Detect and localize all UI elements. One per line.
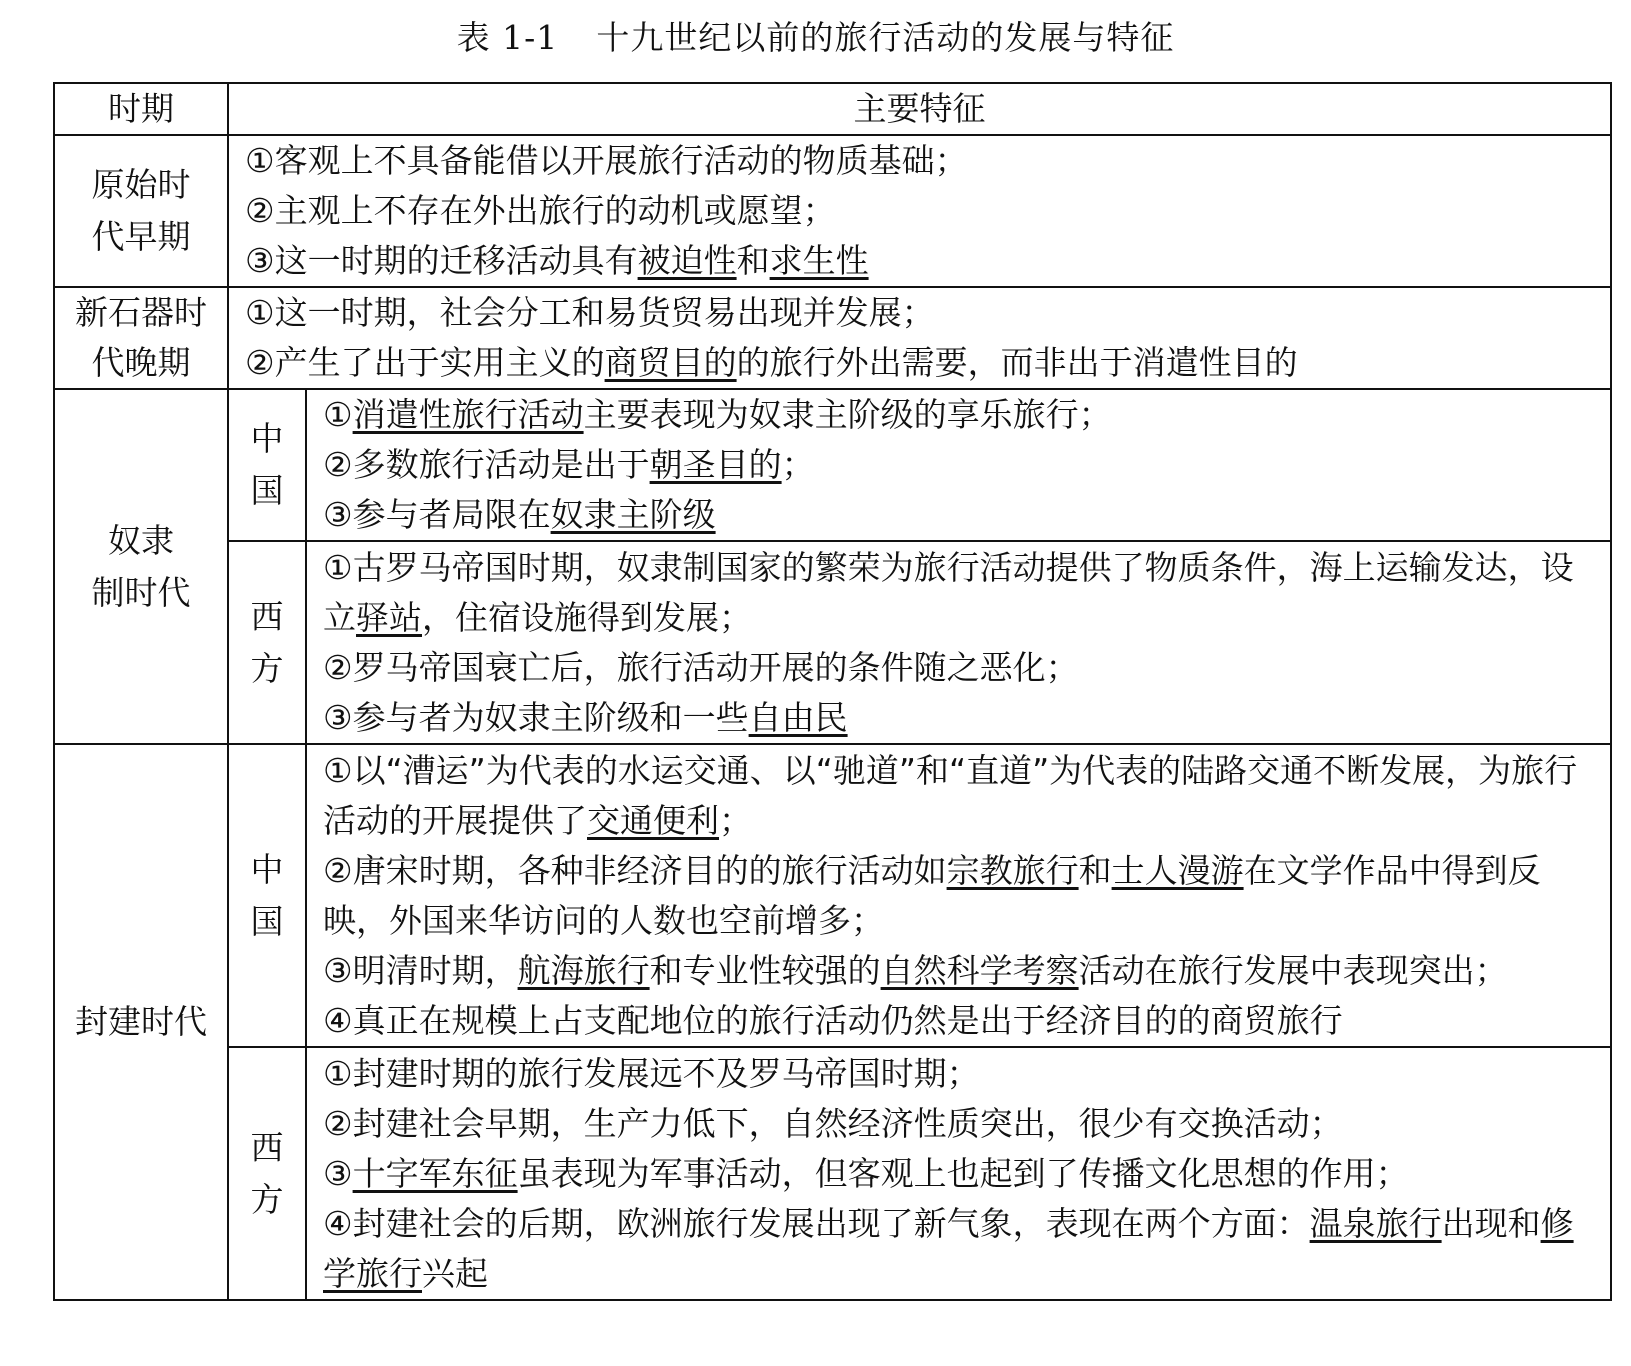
region-line1: 中 xyxy=(250,849,284,889)
features-primitive xyxy=(228,135,1611,287)
feature-item xyxy=(323,693,1598,743)
caption-number: 表 1-1 xyxy=(456,18,559,57)
region-slavery-west xyxy=(228,541,306,744)
underlined-term: 求生性 xyxy=(769,241,869,280)
feature-text: 虽表现为军事活动，但客观上也起到了传播文化思想的作用； xyxy=(517,1153,1409,1193)
feature-item: ①这一时期，社会分工和易货贸易出现并发展； xyxy=(245,293,935,332)
feature-item: ②主观上不存在外出旅行的动机或愿望； xyxy=(245,191,836,230)
caption-title: 十九世纪以前的旅行活动的发展与特征 xyxy=(596,18,1175,57)
features-table xyxy=(53,82,1612,1301)
period-slavery-line1: 奴隶 xyxy=(108,520,174,560)
feature-text: ④封建社会的后期，欧洲旅行发展出现了新气象，表现在两个方面： xyxy=(323,1203,1310,1243)
table-caption xyxy=(0,14,1631,62)
underlined-term: 温泉旅行 xyxy=(1309,1203,1442,1243)
underlined-term: 朝圣目的 xyxy=(649,445,782,484)
feature-text: ③这一时期的迁移活动具有 xyxy=(245,241,638,280)
underlined-term: 奴隶主阶级 xyxy=(550,495,716,534)
features-slavery-west xyxy=(306,541,1611,744)
feature-item: ①客观上不具备能借以开展旅行活动的物质基础； xyxy=(245,141,968,180)
underlined-term: 宗教旅行 xyxy=(946,850,1079,890)
region-line1: 西 xyxy=(250,596,284,636)
feature-item xyxy=(245,236,1598,286)
table-row-primitive xyxy=(54,135,1611,287)
underlined-term: 交通便利 xyxy=(587,800,719,840)
feature-item xyxy=(323,1149,1598,1199)
feature-text: ③参与者局限在 xyxy=(323,495,551,534)
feature-item xyxy=(323,1199,1598,1299)
feature-text: ②多数旅行活动是出于 xyxy=(323,445,650,484)
period-neolithic-line2: 代晚期 xyxy=(91,343,191,382)
table-row-feudal-west xyxy=(54,1047,1611,1300)
feature-text: 的旅行外出需要，而非出于消遣性目的 xyxy=(736,343,1298,382)
feature-text: ③ xyxy=(323,1153,353,1193)
feature-text: 和专业性较强的 xyxy=(649,950,881,990)
feature-text: ； xyxy=(719,800,752,840)
table-row-feudal-china xyxy=(54,744,1611,1047)
feature-text: ①古罗马帝国时期，奴隶制国家的繁荣为旅行活动提供了物质条件，海上运输发达，设立 xyxy=(323,547,1574,637)
period-primitive-line1: 原始时 xyxy=(91,165,191,204)
period-primitive xyxy=(54,135,228,287)
feature-item xyxy=(323,440,1598,490)
feature-text: ③参与者为奴隶主阶级和一些 xyxy=(323,697,749,737)
underlined-term: 自然科学考察 xyxy=(880,950,1079,990)
feature-text: ①以“漕运”为代表的水运交通、以“驰道”和“直道”为代表的陆路交通不断发展，为旅行活动的开展提供了 xyxy=(323,750,1578,840)
feature-text: ③明清时期， xyxy=(323,950,518,990)
region-slavery-china xyxy=(228,389,306,541)
feature-text: ，住宿设施得到发展； xyxy=(422,597,752,637)
region-line2: 国 xyxy=(250,901,284,941)
feature-text: ① xyxy=(323,395,353,434)
region-line2: 方 xyxy=(250,1179,284,1219)
header-period: 时期 xyxy=(54,83,228,135)
period-neolithic-line1: 新石器时 xyxy=(75,293,207,332)
feature-text: 兴起 xyxy=(422,1253,488,1293)
feature-item: ②封建社会早期，生产力低下，自然经济性质突出，很少有交换活动； xyxy=(323,1103,1343,1143)
feature-text: 在文学作品中得到反映，外国来华访问的人数也空前增多； xyxy=(323,850,1541,940)
features-feudal-china xyxy=(306,744,1611,1047)
region-feudal-west xyxy=(228,1047,306,1300)
table-row-slavery-china xyxy=(54,389,1611,541)
underlined-term: 自由民 xyxy=(748,697,848,737)
period-slavery xyxy=(54,389,228,744)
region-line1: 中 xyxy=(250,419,284,458)
underlined-term: 驿站 xyxy=(356,597,422,637)
feature-item xyxy=(323,746,1598,846)
feature-text: 和 xyxy=(736,241,770,280)
feature-item xyxy=(323,390,1598,440)
underlined-term: 消遣性旅行活动 xyxy=(352,395,584,434)
feature-text: ； xyxy=(781,445,815,484)
feature-item xyxy=(323,490,1598,540)
feature-item xyxy=(245,338,1598,388)
features-neolithic xyxy=(228,287,1611,389)
features-slavery-china xyxy=(306,389,1611,541)
table-row-slavery-west xyxy=(54,541,1611,744)
period-feudal xyxy=(54,744,228,1300)
feature-item: ②罗马帝国衰亡后，旅行活动开展的条件随之恶化； xyxy=(323,647,1079,687)
region-line2: 国 xyxy=(250,471,284,510)
period-slavery-line2: 制时代 xyxy=(91,572,191,612)
underlined-term: 修学旅行 xyxy=(323,1203,1574,1293)
feature-text: ②唐宋时期，各种非经济目的的旅行活动如 xyxy=(323,850,947,890)
feature-text: 和 xyxy=(1078,850,1112,890)
feature-text: 出现和 xyxy=(1441,1203,1541,1243)
region-line1: 西 xyxy=(250,1127,284,1167)
period-neolithic xyxy=(54,287,228,389)
period-primitive-line2: 代早期 xyxy=(91,217,191,256)
feature-item xyxy=(323,846,1598,946)
region-feudal-china xyxy=(228,744,306,1047)
underlined-term: 航海旅行 xyxy=(517,950,650,990)
feature-item xyxy=(323,543,1598,643)
underlined-term: 十字军东征 xyxy=(352,1153,518,1193)
table-header-row xyxy=(54,83,1611,135)
feature-item xyxy=(323,946,1598,996)
region-line2: 方 xyxy=(250,648,284,688)
feature-item: ④真正在规模上占支配地位的旅行活动仍然是出于经济目的的商贸旅行 xyxy=(323,1000,1343,1040)
feature-item: ①封建时期的旅行发展远不及罗马帝国时期； xyxy=(323,1053,980,1093)
header-features: 主要特征 xyxy=(228,83,1611,135)
feature-text: 活动在旅行发展中表现突出； xyxy=(1078,950,1508,990)
period-feudal-label: 封建时代 xyxy=(75,1002,207,1041)
underlined-term: 士人漫游 xyxy=(1111,850,1244,890)
feature-text: 主要表现为奴隶主阶级的享乐旅行； xyxy=(583,395,1112,434)
feature-text: ②产生了出于实用主义的 xyxy=(245,343,605,382)
underlined-term: 商贸目的 xyxy=(604,343,737,382)
features-feudal-west xyxy=(306,1047,1611,1300)
table-row-neolithic xyxy=(54,287,1611,389)
underlined-term: 被迫性 xyxy=(637,241,737,280)
